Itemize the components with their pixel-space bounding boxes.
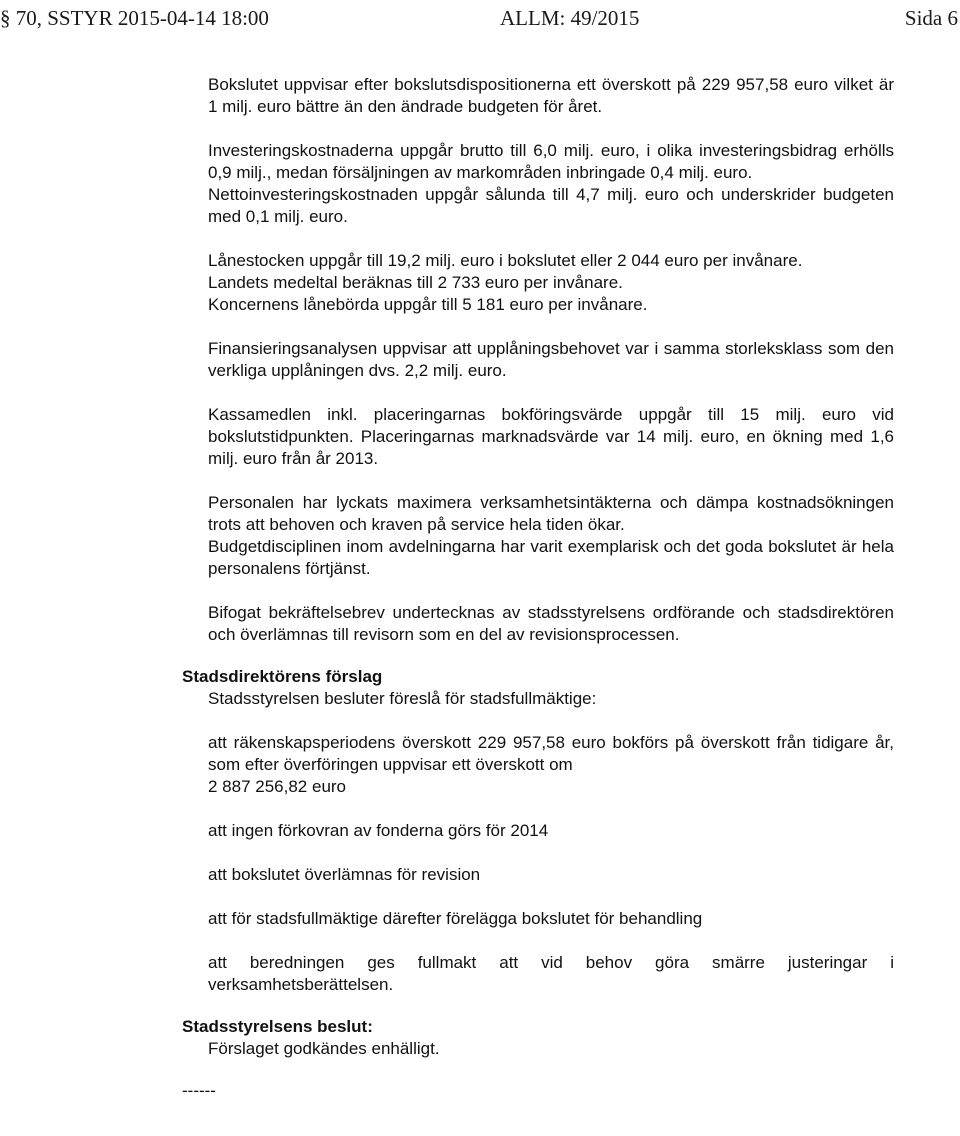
proposal-heading: Stadsdirektörens förslag bbox=[182, 667, 383, 686]
proposal-item-authority: att beredningen ges fullmakt att vid behov göra smärre justeringar i verksamhetsberättelsen. bbox=[208, 953, 894, 994]
document-body bbox=[182, 74, 894, 1102]
decision-heading: Stadsstyrelsens beslut: bbox=[182, 1017, 373, 1036]
header-matter-number: ALLM: 49/2015 bbox=[500, 6, 640, 30]
decision-text: Förslaget godkändes enhälligt. bbox=[208, 1039, 440, 1058]
end-mark: ------ bbox=[182, 1081, 216, 1100]
proposal-item-surplus: att räkenskapsperiodens överskott 229 957,58 euro bokförs på överskott från tidigare år, som efter överföringen uppvisar ett överskott om bbox=[208, 733, 894, 774]
proposal-item-council: att för stadsfullmäktige därefter förelägga bokslutet för behandling bbox=[208, 909, 703, 928]
proposal-item-surplus-amount: 2 887 256,82 euro bbox=[208, 777, 347, 796]
paragraph-surplus: Bokslutet uppvisar efter bokslutsdispositionerna ett överskott på 229 957,58 euro vilket är 1 milj. euro bättre än den ändrade budgeten för året. bbox=[208, 75, 894, 116]
paragraph-cash: Kassamedlen inkl. placeringarnas bokföringsvärde uppgår till 15 milj. euro vid bokslutstidpunkten. Placeringarnas marknadsvärde var 14 milj. euro, en ökning med 1,6 milj. euro från år 2013. bbox=[208, 405, 894, 468]
paragraph-financing: Finansieringsanalysen uppvisar att upplåningsbehovet var i samma storleksklass som den verkliga upplåningen dvs. 2,2 milj. euro. bbox=[208, 339, 894, 380]
paragraph-net-investments: Nettoinvesteringskostnaden uppgår sålunda till 4,7 milj. euro och underskrider budgeten med 0,1 milj. euro. bbox=[208, 185, 894, 226]
paragraph-national-average: Landets medeltal beräknas till 2 733 euro per invånare. bbox=[208, 273, 623, 292]
paragraph-investments: Investeringskostnaderna uppgår brutto till 6,0 milj. euro, i olika investeringsbidrag erhölls 0,9 milj., medan försäljningen av markområden inbringade 0,4 milj. euro. bbox=[208, 141, 894, 182]
page-header bbox=[0, 6, 960, 36]
paragraph-personnel: Personalen har lyckats maximera verksamhetsintäkterna och dämpa kostnadsökningen trots att behoven och kraven på service hela tiden ökar. bbox=[208, 493, 894, 534]
paragraph-group-loan: Koncernens lånebörda uppgår till 5 181 euro per invånare. bbox=[208, 295, 648, 314]
proposal-item-funds: att ingen förkovran av fonderna görs för 2014 bbox=[208, 821, 549, 840]
proposal-intro: Stadsstyrelsen besluter föreslå för stadsfullmäktige: bbox=[208, 689, 597, 708]
header-page-number: Sida 6 bbox=[904, 6, 958, 30]
proposal-item-revision: att bokslutet överlämnas för revision bbox=[208, 865, 481, 884]
paragraph-loan-stock: Lånestocken uppgår till 19,2 milj. euro i bokslutet eller 2 044 euro per invånare. bbox=[208, 251, 803, 270]
paragraph-budget-discipline: Budgetdisciplinen inom avdelningarna har varit exemplarisk och det goda bokslutet är hela personalens förtjänst. bbox=[208, 537, 894, 578]
header-section-date: § 70, SSTYR 2015-04-14 18:00 bbox=[0, 6, 269, 30]
paragraph-confirmation-letter: Bifogat bekräftelsebrev undertecknas av stadsstyrelsens ordförande och stadsdirektören och överlämnas till revisorn som en del av revisionsprocessen. bbox=[208, 603, 894, 644]
